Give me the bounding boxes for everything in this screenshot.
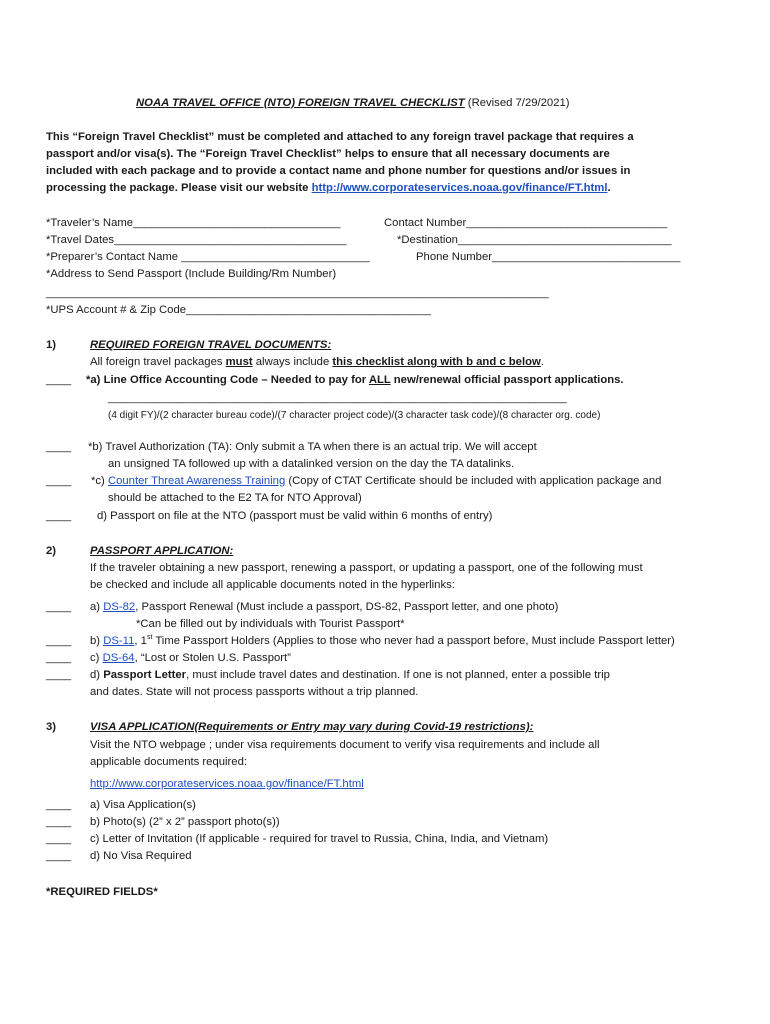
intro-line-3: included with each package and to provide a contact name and phone number for questions and/or issues in: [46, 165, 631, 177]
title-main: NOAA TRAVEL OFFICE (NTO) FOREIGN TRAVEL CHECKLIST: [136, 97, 465, 109]
checklist-emphasis: this checklist along with b and c below: [332, 356, 541, 368]
item-2a: [90, 599, 558, 616]
item-2d-prefix: d): [90, 669, 104, 681]
all-emphasis: ALL: [368, 374, 391, 386]
preparer-contact-field[interactable]: *Preparer’s Contact Name ______________________________: [46, 251, 370, 263]
intro-period: .: [607, 182, 611, 194]
contact-number-field[interactable]: Contact Number________________________________: [384, 217, 668, 229]
item-2b-prefix: b): [90, 635, 104, 647]
section-3-number: 3): [46, 721, 57, 733]
ordinal-suffix: st: [146, 634, 153, 642]
section-2-number: 2): [46, 545, 57, 557]
item-2d-text: , must include travel dates and destination. If one is not planned, enter a possible trip: [186, 669, 610, 681]
item-2b-text: Time Passport Holders (Applies to those who never had a passport before, Must include Passport letter): [152, 635, 675, 647]
item-2a-prefix: a): [90, 601, 104, 613]
phone-number-field[interactable]: Phone Number______________________________: [416, 251, 681, 263]
accounting-code-format: (4 digit FY)/(2 character bureau code)/(7 character project code)/(3 character task code)/(8 character org. code): [108, 410, 601, 421]
checkbox-1b[interactable]: ____: [46, 441, 72, 453]
checkbox-1d[interactable]: ____: [46, 510, 72, 522]
item-1c-line-1: [91, 473, 661, 490]
section-1-intro: [90, 354, 544, 371]
checkbox-3a[interactable]: ____: [46, 799, 72, 811]
checkbox-3d[interactable]: ____: [46, 850, 72, 862]
item-2c-prefix: c): [90, 652, 103, 664]
item-2d-line-2: and dates. State will not process passports without a trip planned.: [90, 686, 419, 698]
item-2b-mid: , 1: [134, 635, 147, 647]
intro-line-1: This “Foreign Travel Checklist” must be completed and attached to any foreign travel package that requires a: [46, 131, 634, 143]
checkbox-1c[interactable]: ____: [46, 475, 72, 487]
checkbox-3b[interactable]: ____: [46, 816, 72, 828]
address-field[interactable]: ________________________________________________________________________________: [46, 287, 549, 299]
item-2d-line-1: [90, 667, 610, 684]
ds82-link[interactable]: DS-82: [103, 601, 136, 613]
item-1c-line-2: should be attached to the E2 TA for NTO Approval): [108, 492, 362, 504]
item-1b-line-2: an unsigned TA followed up with a datalinked version on the day the TA datalinks.: [108, 458, 515, 470]
item-1b-line-1: *b) Travel Authorization (TA): Only submit a TA when there is an actual trip. We will accept: [88, 441, 537, 453]
checkbox-1a[interactable]: ____: [46, 374, 72, 386]
checkbox-2d[interactable]: ____: [46, 669, 72, 681]
address-label: *Address to Send Passport (Include Building/Rm Number): [46, 268, 337, 280]
item-1c-prefix: *c): [91, 475, 108, 487]
intro-line-4: [46, 180, 611, 197]
section-3-url: [90, 776, 364, 793]
item-3b: b) Photo(s) (2” x 2” passport photo(s)): [90, 816, 280, 828]
item-3a: a) Visa Application(s): [90, 799, 196, 811]
section-2-intro-2: be checked and include all applicable documents noted in the hyperlinks:: [90, 579, 455, 591]
section-1-intro-period: .: [540, 356, 544, 368]
item-1d: d) Passport on file at the NTO (passport must be valid within 6 months of entry): [97, 510, 493, 522]
item-1a-text-post: new/renewal official passport applications.: [390, 374, 624, 386]
travel-dates-field[interactable]: *Travel Dates_____________________________________: [46, 234, 347, 246]
required-fields-note: *REQUIRED FIELDS*: [46, 886, 158, 898]
item-2a-note: *Can be filled out by individuals with Tourist Passport*: [136, 618, 405, 630]
item-3d: d) No Visa Required: [90, 850, 192, 862]
section-3-intro-2: applicable documents required:: [90, 756, 247, 768]
passport-letter-label: Passport Letter: [103, 669, 187, 681]
ctat-training-link[interactable]: Counter Threat Awareness Training: [107, 475, 286, 487]
intro-line-4-text: processing the package. Please visit our website: [46, 182, 312, 194]
item-1c-text: (Copy of CTAT Certificate should be included with application package and: [285, 475, 662, 487]
traveler-name-field[interactable]: *Traveler’s Name_________________________________: [46, 217, 341, 229]
ds64-link[interactable]: DS-64: [102, 652, 135, 664]
section-1-intro-text: All foreign travel packages: [90, 356, 226, 368]
section-3-heading: VISA APPLICATION(Requirements or Entry may vary during Covid-19 restrictions):: [90, 721, 534, 733]
section-1-intro-mid: always include: [252, 356, 333, 368]
item-1a: [86, 372, 624, 389]
visa-requirements-link[interactable]: http://www.corporateservices.noaa.gov/finance/FT.html: [90, 778, 364, 790]
must-emphasis: must: [225, 356, 253, 368]
section-1-number: 1): [46, 339, 57, 351]
destination-field[interactable]: *Destination__________________________________: [397, 234, 672, 246]
intro-line-2: passport and/or visa(s). The “Foreign Travel Checklist” helps to ensure that all necessary documents are: [46, 148, 610, 160]
checkbox-2b[interactable]: ____: [46, 635, 72, 647]
ds11-link[interactable]: DS-11: [103, 635, 135, 647]
accounting-code-field[interactable]: _________________________________________________________________________: [108, 392, 567, 404]
item-2c: [90, 650, 291, 667]
document-title: [136, 95, 570, 112]
checkbox-2c[interactable]: ____: [46, 652, 72, 664]
section-2-intro-1: If the traveler obtaining a new passport, renewing a passport, or updating a passport, one of the following must: [90, 562, 643, 574]
section-2-heading: PASSPORT APPLICATION:: [90, 545, 234, 557]
item-1a-text: *a) Line Office Accounting Code – Needed to pay for: [86, 374, 369, 386]
checkbox-3c[interactable]: ____: [46, 833, 72, 845]
checkbox-2a[interactable]: ____: [46, 601, 72, 613]
item-2c-text: , “Lost or Stolen U.S. Passport”: [134, 652, 291, 664]
website-link[interactable]: http://www.corporateservices.noaa.gov/finance/FT.html: [311, 182, 608, 194]
section-1-heading: REQUIRED FOREIGN TRAVEL DOCUMENTS:: [90, 339, 332, 351]
section-3-intro-1: Visit the NTO webpage ; under visa requirements document to verify visa requirements and include all: [90, 739, 600, 751]
ups-account-field[interactable]: *UPS Account # & Zip Code_______________________________________: [46, 304, 432, 316]
item-2a-text: , Passport Renewal (Must include a passport, DS-82, Passport letter, and one photo): [135, 601, 559, 613]
item-2b: [90, 633, 675, 650]
title-revised: (Revised 7/29/2021): [464, 97, 570, 109]
item-3c: c) Letter of Invitation (If applicable - required for travel to Russia, China, India, and Vietnam): [90, 833, 549, 845]
